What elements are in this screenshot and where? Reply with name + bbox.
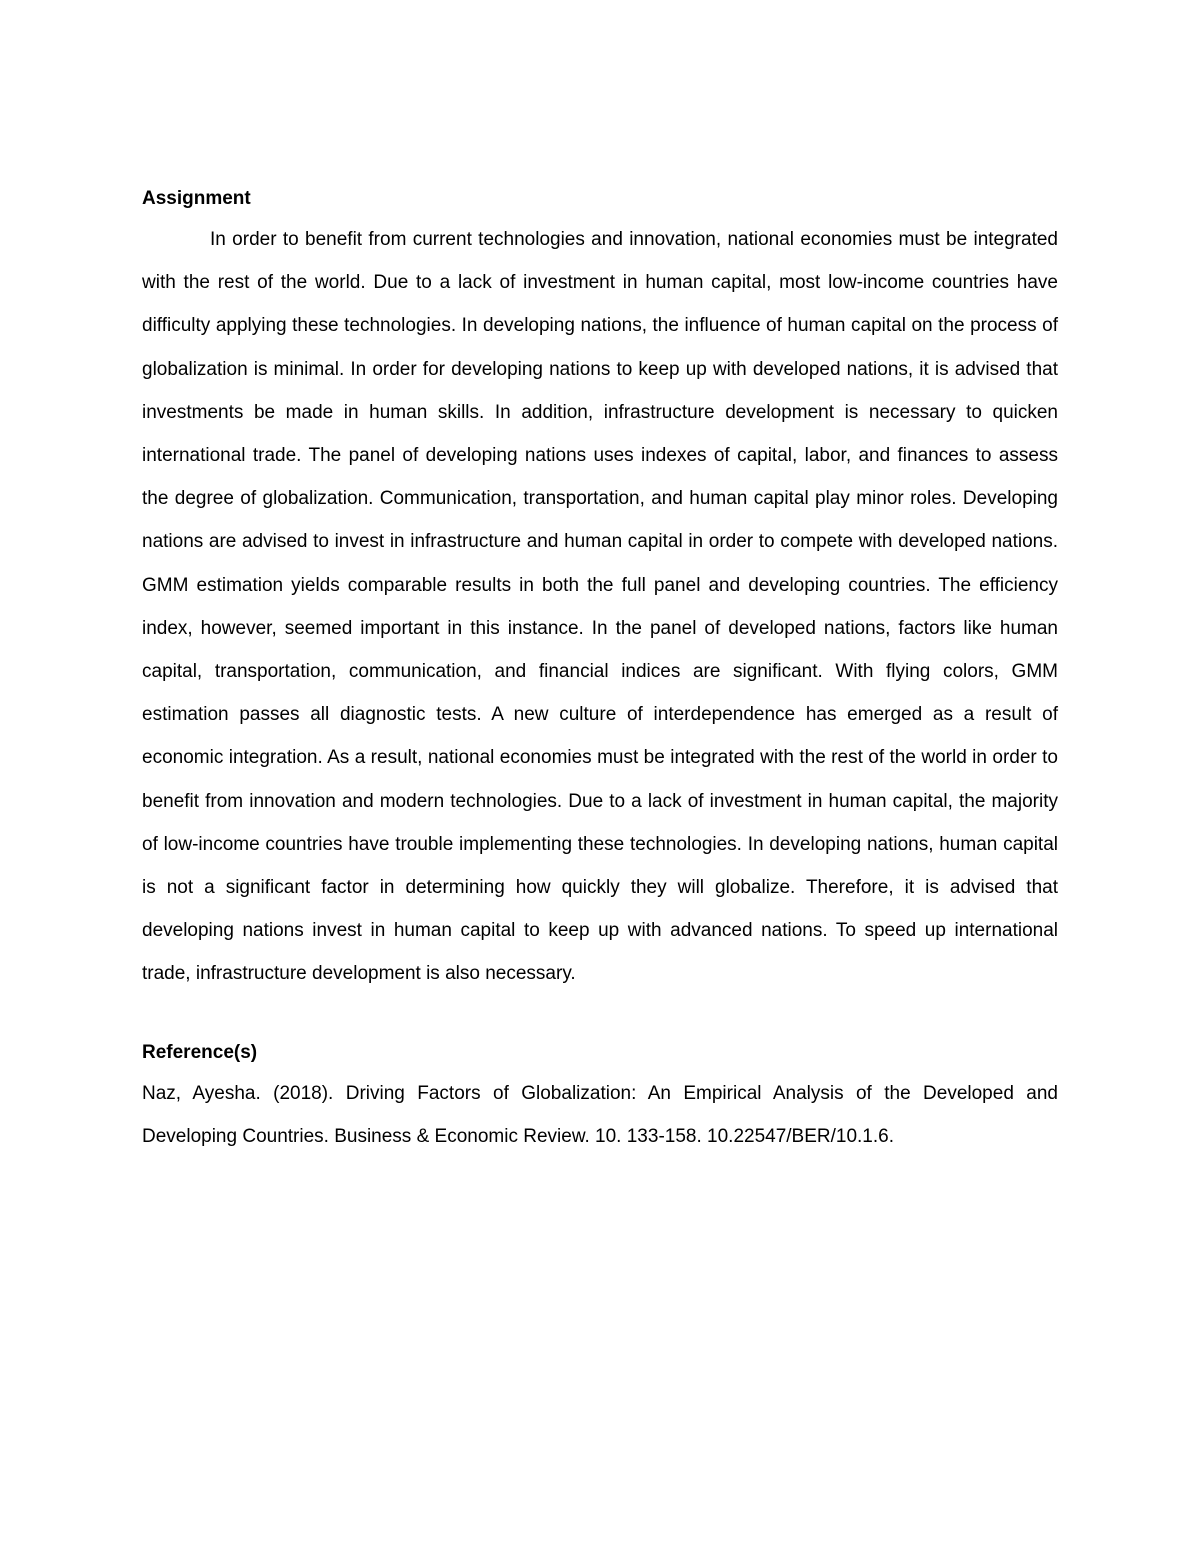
document-content (142, 180, 1058, 1158)
reference-entry: Naz, Ayesha. (2018). Driving Factors of Globalization: An Empirical Analysis of the Developed and Developing Countries. Business & Economic Review. 10. 133-158. 10.22547/BER/10.1.6. (142, 1082, 1058, 1147)
references-heading: Reference(s) (142, 1041, 258, 1063)
body-paragraph: In order to benefit from current technologies and innovation, national economies must be integrated with the rest of the world. Due to a lack of investment in human capital, most low-income countries have difficulty applying these technologies. In developing nations, the influence of human capital on the process of globalization is minimal. In order for developing nations to keep up with developed nations, it is advised that investments be made in human skills. In addition, infrastructure development is necessary to quicken international trade. The panel of developing nations uses indexes of capital, labor, and finances to assess the degree of globalization. Communication, transportation, and human capital play minor roles. Developing nations are advised to invest in infrastructure and human capital in order to compete with developed nations. GMM estimation yields comparable results in both the full panel and developing countries. The efficiency index, however, seemed important in this instance. In the panel of developed nations, factors like human capital, transportation, communication, and financial indices are significant. With flying colors, GMM estimation passes all diagnostic tests. A new culture of interdependence has emerged as a result of economic integration. As a result, national economies must be integrated with the rest of the world in order to benefit from innovation and modern technologies. Due to a lack of investment in human capital, the majority of low-income countries have trouble implementing these technologies. In developing nations, human capital is not a significant factor in determining how quickly they will globalize. Therefore, it is advised that developing nations invest in human capital to keep up with advanced nations. To speed up international trade, infrastructure development is also necessary. (142, 229, 1058, 985)
document-title: Assignment (142, 188, 251, 209)
